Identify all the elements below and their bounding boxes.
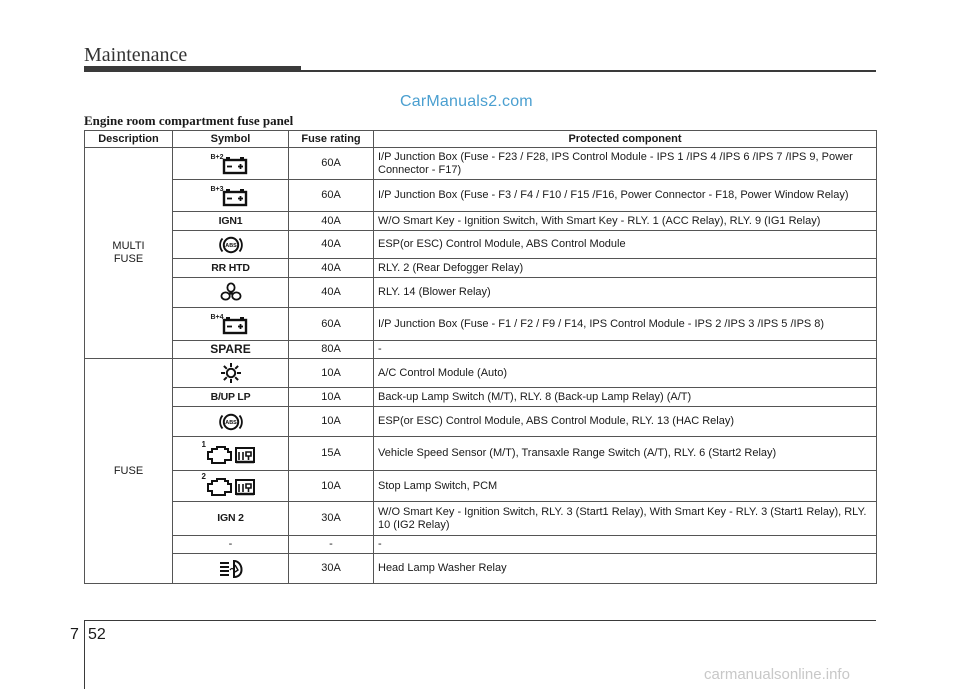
protected-component: I/P Junction Box (Fuse - F23 / F28, IPS Control Module - IPS 1 /IPS 4 /IPS 6 /IPS 7 /IPS 9, Power Connector - F17) [374,148,877,180]
table-row [85,388,877,407]
section-title: Engine room compartment fuse panel [84,113,294,128]
symbol-text-dash: - [228,538,233,550]
watermark-bottom: carmanualsonline.info [704,666,850,683]
fuse-rating: 15A [289,437,374,471]
table-row [85,341,877,359]
protected-component: - [374,341,877,359]
symbol-label: 1 [201,439,206,449]
protected-component: Back-up Lamp Switch (M/T), RLY. 8 (Back-up Lamp Relay) (A/T) [374,388,877,407]
protected-component: RLY. 2 (Rear Defogger Relay) [374,259,877,278]
group-description-label: FUSE [113,464,144,477]
ac-snowflake-icon [219,362,243,384]
battery-b3-icon [211,185,251,207]
symbol-cell [173,148,289,180]
table-row [85,308,877,341]
chapter-number: 7 [70,626,79,643]
fuse-rating: 60A [289,180,374,212]
fuse-rating: 10A [289,388,374,407]
protected-component: Stop Lamp Switch, PCM [374,471,877,502]
protected-component: I/P Junction Box (Fuse - F1 / F2 / F9 / F14, IPS Control Module - IPS 2 /IPS 3 /IPS 5 /IPS 8) [374,308,877,341]
protected-component: A/C Control Module (Auto) [374,359,877,388]
fuse-rating: 40A [289,231,374,259]
page-number: 52 [88,626,106,643]
group-description-label: MULTI FUSE [112,240,145,265]
header-rule-thin [301,70,876,72]
fuse-rating: 10A [289,359,374,388]
group-description-fuse [85,359,173,584]
symbol-cell [173,259,289,278]
table-row [85,554,877,584]
header-protected-component: Protected component [374,131,877,148]
symbol-text-rr-htd: RR HTD [211,261,250,274]
symbol-cell [173,212,289,231]
table-row [85,437,877,471]
symbol-cell [173,341,289,359]
fuse-rating: - [289,536,374,554]
fuse-rating: 80A [289,341,374,359]
table-row [85,259,877,278]
symbol-text-ign1: IGN1 [218,214,243,227]
engine-transaxle-2-icon [201,472,257,497]
page-header-title: Maintenance [84,44,188,66]
headlamp-washer-icon [215,558,247,580]
fuse-rating: 40A [289,212,374,231]
group-description-multi-fuse [85,148,173,359]
fuse-rating: 10A [289,407,374,437]
header-symbol: Symbol [173,131,289,148]
symbol-cell [173,359,289,388]
abs-icon [219,411,243,433]
fuse-rating: 40A [289,259,374,278]
table-row [85,536,877,554]
fuse-rating: 60A [289,308,374,341]
symbol-label: B+4 [210,314,224,321]
table-row [85,148,877,180]
symbol-cell [173,231,289,259]
symbol-cell [173,388,289,407]
footer-divider [84,620,85,689]
symbol-cell [173,308,289,341]
symbol-cell [173,407,289,437]
protected-component: ESP(or ESC) Control Module, ABS Control Module [374,231,877,259]
symbol-cell [173,437,289,471]
table-row [85,471,877,502]
engine-transaxle-1-icon [201,439,257,465]
symbol-label: B+3 [210,185,224,193]
protected-component: W/O Smart Key - Ignition Switch, With Smart Key - RLY. 1 (ACC Relay), RLY. 9 (IG1 Relay) [374,212,877,231]
abs-icon [219,234,243,256]
fuse-table [84,130,877,584]
blower-fan-icon [219,282,243,304]
battery-b2-icon [211,153,251,175]
symbol-cell [173,180,289,212]
table-row [85,359,877,388]
protected-component: Vehicle Speed Sensor (M/T), Transaxle Range Switch (A/T), RLY. 6 (Start2 Relay) [374,437,877,471]
table-row [85,231,877,259]
symbol-text-bup-lp: B/UP LP [210,390,251,403]
symbol-cell [173,471,289,502]
fuse-rating: 60A [289,148,374,180]
protected-component: I/P Junction Box (Fuse - F3 / F4 / F10 / F15 /F16, Power Connector - F18, Power Window Relay) [374,180,877,212]
fuse-rating: 10A [289,471,374,502]
table-row [85,502,877,536]
protected-component: RLY. 14 (Blower Relay) [374,278,877,308]
symbol-cell [173,502,289,536]
fuse-rating: 30A [289,502,374,536]
protected-component: W/O Smart Key - Ignition Switch, RLY. 3 (Start1 Relay), With Smart Key - RLY. 3 (Start1 Relay), RLY. 10 (IG2 Relay) [374,502,877,536]
protected-component: ESP(or ESC) Control Module, ABS Control Module, RLY. 13 (HAC Relay) [374,407,877,437]
table-row [85,278,877,308]
symbol-text-ign2: IGN 2 [217,512,244,524]
symbol-cell [173,536,289,554]
protected-component: Head Lamp Washer Relay [374,554,877,584]
symbol-text-spare: SPARE [210,341,251,356]
header-rule-thick [84,66,301,72]
symbol-label: B+2 [210,153,224,161]
header-fuse-rating: Fuse rating [289,131,374,148]
watermark-top: CarManuals2.com [400,93,533,110]
header-description: Description [85,131,173,148]
fuse-rating: 30A [289,554,374,584]
table-row [85,180,877,212]
table-row [85,407,877,437]
fuse-rating: 40A [289,278,374,308]
symbol-label: 2 [201,472,206,481]
symbol-cell [173,278,289,308]
protected-component: - [374,536,877,554]
footer-rule [84,620,876,621]
table-header-row [85,131,877,148]
battery-b4-icon [211,313,251,335]
symbol-cell [173,554,289,584]
table-row [85,212,877,231]
